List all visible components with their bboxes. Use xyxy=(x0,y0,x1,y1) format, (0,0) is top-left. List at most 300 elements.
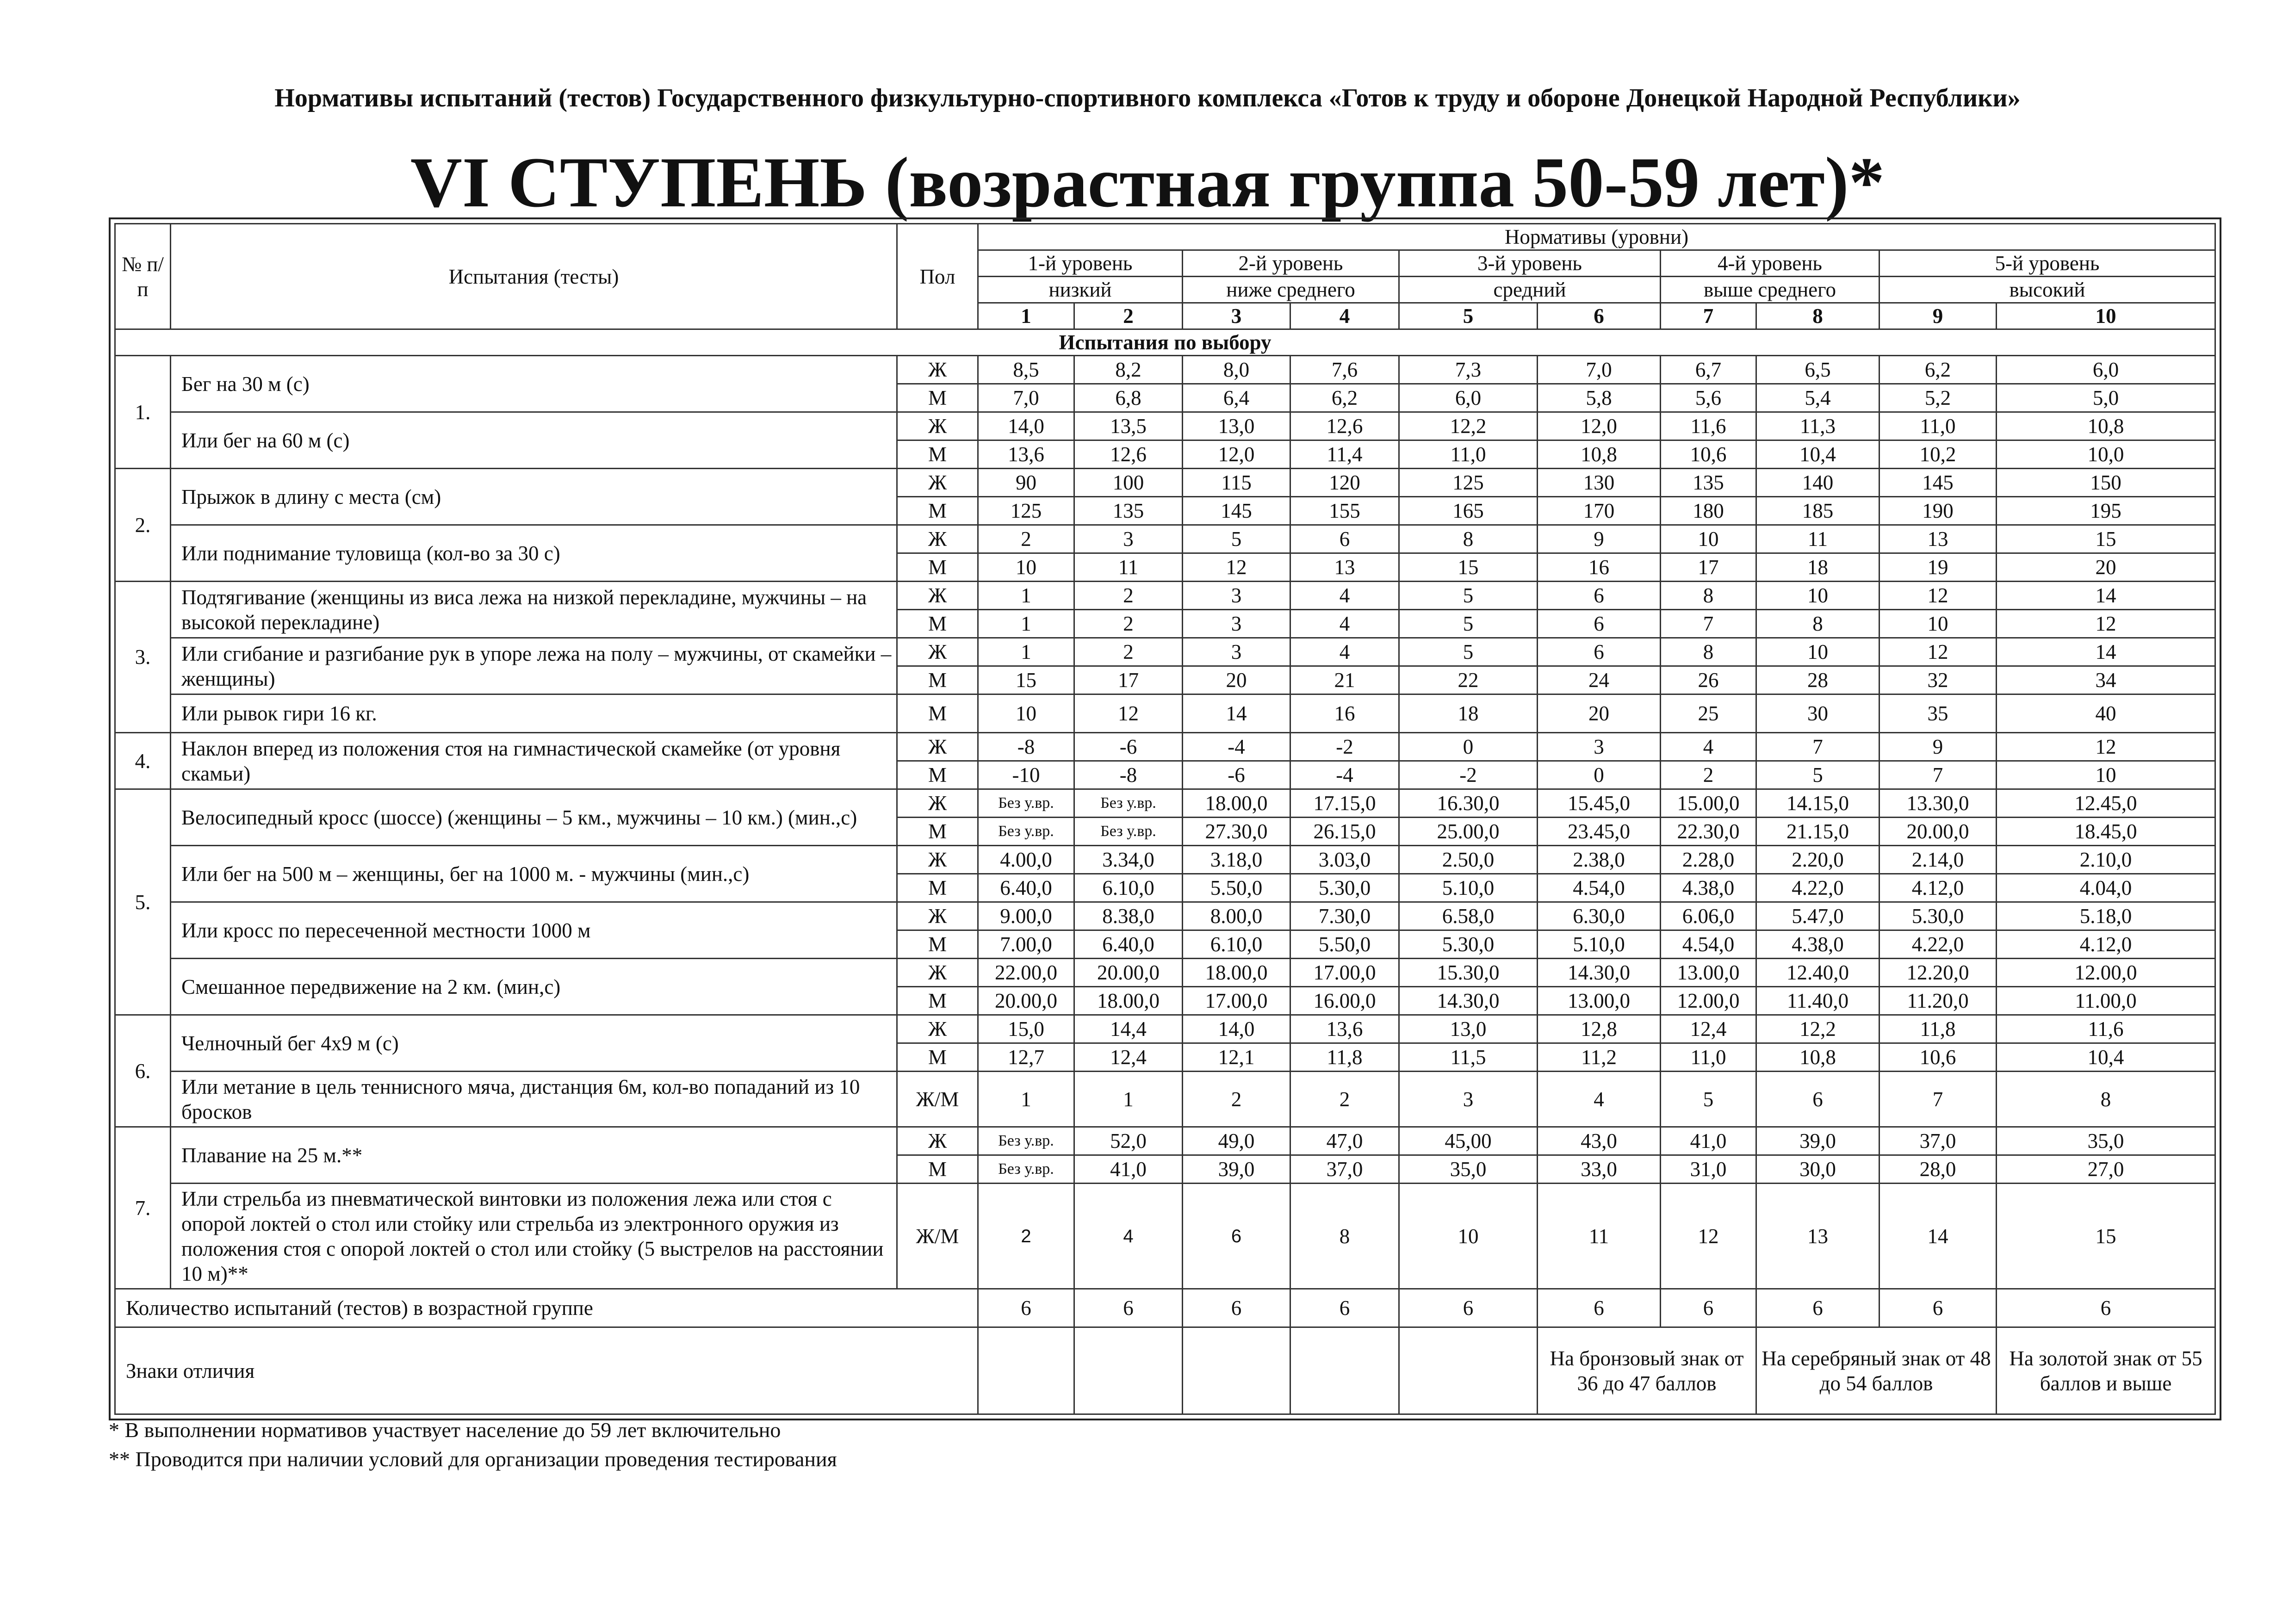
tests-count-row xyxy=(115,1289,2215,1327)
value-cell: 12 xyxy=(1879,582,1997,610)
empty-badge-cell xyxy=(1183,1327,1290,1414)
value-cell: 2 xyxy=(1183,1072,1290,1127)
value-cell: 6,0 xyxy=(1997,356,2215,384)
value-cell: 2.10,0 xyxy=(1997,846,2215,874)
level-description: выше среднего xyxy=(1661,277,1879,303)
value-cell: 52,0 xyxy=(1074,1127,1183,1155)
value-cell: 22.30,0 xyxy=(1661,818,1756,846)
value-cell: 2 xyxy=(978,525,1074,553)
value-cell: 3.34,0 xyxy=(1074,846,1183,874)
value-cell: 6.30,0 xyxy=(1538,902,1661,930)
value-cell: 37,0 xyxy=(1879,1127,1997,1155)
tests-count-value: 6 xyxy=(1183,1289,1290,1327)
tests-count-value: 6 xyxy=(1997,1289,2215,1327)
sex-cell: Ж xyxy=(897,959,978,987)
value-cell: 30 xyxy=(1756,694,1879,733)
sex-cell: М xyxy=(897,987,978,1015)
sex-cell: Ж xyxy=(897,1127,978,1155)
badges-label: Знаки отличия xyxy=(115,1327,978,1414)
value-cell: 2 xyxy=(1661,761,1756,789)
value-cell: 6,5 xyxy=(1756,356,1879,384)
value-cell: 0 xyxy=(1399,733,1538,761)
value-cell: 180 xyxy=(1661,497,1756,525)
value-cell: 10 xyxy=(978,553,1074,582)
table-row xyxy=(115,959,2215,987)
value-cell: 10 xyxy=(1997,761,2215,789)
value-cell: 5,6 xyxy=(1661,384,1756,412)
value-cell: 10,0 xyxy=(1997,440,2215,469)
value-cell: 16.00,0 xyxy=(1290,987,1399,1015)
value-cell: 12,0 xyxy=(1183,440,1290,469)
value-cell: 16.30,0 xyxy=(1399,789,1538,818)
value-cell: 25.00,0 xyxy=(1399,818,1538,846)
value-cell: 18 xyxy=(1756,553,1879,582)
value-cell: 12,2 xyxy=(1756,1015,1879,1043)
value-cell: 8 xyxy=(1290,1184,1399,1289)
level-name: 3-й уровень xyxy=(1399,250,1661,277)
value-cell: 125 xyxy=(978,497,1074,525)
value-cell: 115 xyxy=(1183,469,1290,497)
level-description: низкий xyxy=(978,277,1183,303)
value-cell: 45,00 xyxy=(1399,1127,1538,1155)
tests-count-value: 6 xyxy=(1399,1289,1538,1327)
value-cell: 8 xyxy=(1661,638,1756,666)
value-cell: 10,4 xyxy=(1997,1043,2215,1072)
value-cell: 10 xyxy=(1879,610,1997,638)
value-cell: 11.00,0 xyxy=(1997,987,2215,1015)
value-cell: 12,6 xyxy=(1290,412,1399,440)
sex-cell: М xyxy=(897,384,978,412)
value-cell: 4 xyxy=(1074,1184,1183,1289)
value-cell: Без у.вр. xyxy=(978,818,1074,846)
table-row xyxy=(115,789,2215,818)
sex-cell: М xyxy=(897,694,978,733)
value-cell: 14,0 xyxy=(1183,1015,1290,1043)
group-number: 3. xyxy=(115,582,171,733)
value-cell: 10,6 xyxy=(1661,440,1756,469)
value-cell: 13,6 xyxy=(978,440,1074,469)
column-number: 7 xyxy=(1661,303,1756,329)
value-cell: 125 xyxy=(1399,469,1538,497)
value-cell: 6.40,0 xyxy=(978,874,1074,902)
value-cell: 6 xyxy=(1756,1072,1879,1127)
value-cell: 4.22,0 xyxy=(1879,930,1997,959)
value-cell: 11 xyxy=(1074,553,1183,582)
value-cell: 5 xyxy=(1661,1072,1756,1127)
value-cell: 5,8 xyxy=(1538,384,1661,412)
value-cell: 41,0 xyxy=(1661,1127,1756,1155)
value-cell: 28 xyxy=(1756,666,1879,694)
value-cell: 190 xyxy=(1879,497,1997,525)
value-cell: -4 xyxy=(1183,733,1290,761)
value-cell: 3 xyxy=(1538,733,1661,761)
value-cell: 1 xyxy=(978,582,1074,610)
value-cell: 6.10,0 xyxy=(1074,874,1183,902)
value-cell: 39,0 xyxy=(1756,1127,1879,1155)
value-cell: 4 xyxy=(1538,1072,1661,1127)
sex-cell: М xyxy=(897,930,978,959)
value-cell: 13.30,0 xyxy=(1879,789,1997,818)
group-number: 1. xyxy=(115,356,171,469)
value-cell: 2.38,0 xyxy=(1538,846,1661,874)
value-cell: 11,4 xyxy=(1290,440,1399,469)
value-cell: 10 xyxy=(978,694,1074,733)
value-cell: 4.54,0 xyxy=(1538,874,1661,902)
value-cell: 3 xyxy=(1183,610,1290,638)
value-cell: 12,4 xyxy=(1074,1043,1183,1072)
value-cell: 15,0 xyxy=(978,1015,1074,1043)
value-cell: 14,0 xyxy=(978,412,1074,440)
value-cell: 31,0 xyxy=(1661,1155,1756,1184)
value-cell: -2 xyxy=(1290,733,1399,761)
value-cell: Без у.вр. xyxy=(978,1155,1074,1184)
value-cell: 10 xyxy=(1399,1184,1538,1289)
value-cell: 195 xyxy=(1997,497,2215,525)
value-cell: 9.00,0 xyxy=(978,902,1074,930)
value-cell: 41,0 xyxy=(1074,1155,1183,1184)
value-cell: 12,1 xyxy=(1183,1043,1290,1072)
value-cell: 16 xyxy=(1538,553,1661,582)
value-cell: 12,7 xyxy=(978,1043,1074,1072)
value-cell: 5.10,0 xyxy=(1538,930,1661,959)
value-cell: 155 xyxy=(1290,497,1399,525)
value-cell: 6.06,0 xyxy=(1661,902,1756,930)
value-cell: 3.03,0 xyxy=(1290,846,1399,874)
value-cell: 6 xyxy=(1183,1184,1290,1289)
value-cell: 4 xyxy=(1290,610,1399,638)
value-cell: 5.30,0 xyxy=(1879,902,1997,930)
value-cell: 22 xyxy=(1399,666,1538,694)
value-cell: 21.15,0 xyxy=(1756,818,1879,846)
sex-cell: М xyxy=(897,1043,978,1072)
value-cell: 12,8 xyxy=(1538,1015,1661,1043)
value-cell: 11,6 xyxy=(1997,1015,2215,1043)
value-cell: 11,0 xyxy=(1399,440,1538,469)
tests-count-label: Количество испытаний (тестов) в возрастной группе xyxy=(115,1289,978,1327)
sex-cell: Ж/М xyxy=(897,1072,978,1127)
value-cell: 7,3 xyxy=(1399,356,1538,384)
value-cell: 18.00,0 xyxy=(1183,959,1290,987)
value-cell: 4.12,0 xyxy=(1879,874,1997,902)
value-cell: 39,0 xyxy=(1183,1155,1290,1184)
value-cell: 22.00,0 xyxy=(978,959,1074,987)
value-cell: 12 xyxy=(1183,553,1290,582)
test-name: Бег на 30 м (с) xyxy=(171,356,897,412)
value-cell: 17.15,0 xyxy=(1290,789,1399,818)
value-cell: 26 xyxy=(1661,666,1756,694)
value-cell: 43,0 xyxy=(1538,1127,1661,1155)
tests-count-value: 6 xyxy=(1290,1289,1399,1327)
value-cell: 12.45,0 xyxy=(1997,789,2215,818)
value-cell: 13 xyxy=(1756,1184,1879,1289)
value-cell: 27,0 xyxy=(1997,1155,2215,1184)
value-cell: 11,3 xyxy=(1756,412,1879,440)
value-cell: 17.00,0 xyxy=(1290,959,1399,987)
group-number: 4. xyxy=(115,733,171,789)
value-cell: 8.38,0 xyxy=(1074,902,1183,930)
value-cell: 6 xyxy=(1538,582,1661,610)
table-row xyxy=(115,1184,2215,1289)
level-name: 5-й уровень xyxy=(1879,250,2215,277)
value-cell: 14,4 xyxy=(1074,1015,1183,1043)
value-cell: 15.45,0 xyxy=(1538,789,1661,818)
value-cell: 10,8 xyxy=(1756,1043,1879,1072)
footnotes xyxy=(109,1416,837,1474)
table-row xyxy=(115,1127,2215,1155)
value-cell: 10 xyxy=(1756,582,1879,610)
value-cell: 14.15,0 xyxy=(1756,789,1879,818)
value-cell: 16 xyxy=(1290,694,1399,733)
sex-cell: Ж xyxy=(897,412,978,440)
value-cell: 5 xyxy=(1756,761,1879,789)
value-cell: 0 xyxy=(1538,761,1661,789)
test-name: Или стрельба из пневматической винтовки из положения лежа или стоя с опорой локтей о стол или стойку или стрельба из электронного оружия из положения стоя с опорой локтей о стол или стойку (5 выстрелов на расстоянии 10 м)** xyxy=(171,1184,897,1289)
value-cell: 4.38,0 xyxy=(1756,930,1879,959)
value-cell: 12.00,0 xyxy=(1997,959,2215,987)
value-cell: 4.22,0 xyxy=(1756,874,1879,902)
value-cell: 30,0 xyxy=(1756,1155,1879,1184)
value-cell: 150 xyxy=(1997,469,2215,497)
column-number: 5 xyxy=(1399,303,1538,329)
group-number: 6. xyxy=(115,1015,171,1127)
value-cell: 7 xyxy=(1756,733,1879,761)
value-cell: 6,4 xyxy=(1183,384,1290,412)
value-cell: 13.00,0 xyxy=(1661,959,1756,987)
value-cell: 6 xyxy=(1538,610,1661,638)
value-cell: 8 xyxy=(1756,610,1879,638)
table-row xyxy=(115,1072,2215,1127)
norms-table xyxy=(114,223,2216,1415)
table-row xyxy=(115,846,2215,874)
value-cell: 10 xyxy=(1756,638,1879,666)
value-cell: 7 xyxy=(1879,1072,1997,1127)
level-description: средний xyxy=(1399,277,1661,303)
value-cell: 2.14,0 xyxy=(1879,846,1997,874)
table-row xyxy=(115,525,2215,553)
test-name: Смешанное передвижение на 2 км. (мин,с) xyxy=(171,959,897,1015)
value-cell: 4 xyxy=(1290,638,1399,666)
value-cell: -6 xyxy=(1074,733,1183,761)
test-name: Или кросс по пересеченной местности 1000 м xyxy=(171,902,897,959)
section-heading: Испытания по выбору xyxy=(115,329,2215,356)
value-cell: Без у.вр. xyxy=(1074,818,1183,846)
value-cell: 15 xyxy=(1399,553,1538,582)
value-cell: 185 xyxy=(1756,497,1879,525)
value-cell: -6 xyxy=(1183,761,1290,789)
value-cell: -8 xyxy=(1074,761,1183,789)
test-name: Или рывок гири 16 кг. xyxy=(171,694,897,733)
column-number: 1 xyxy=(978,303,1074,329)
value-cell: 145 xyxy=(1183,497,1290,525)
value-cell: 6.40,0 xyxy=(1074,930,1183,959)
value-cell: 17 xyxy=(1074,666,1183,694)
column-number: 9 xyxy=(1879,303,1997,329)
sex-cell: М xyxy=(897,666,978,694)
value-cell: 13,6 xyxy=(1290,1015,1399,1043)
value-cell: 6,2 xyxy=(1290,384,1399,412)
value-cell: 8,0 xyxy=(1183,356,1290,384)
value-cell: 11,2 xyxy=(1538,1043,1661,1072)
column-number: 4 xyxy=(1290,303,1399,329)
value-cell: 7,0 xyxy=(1538,356,1661,384)
value-cell: 19 xyxy=(1879,553,1997,582)
value-cell: 13,0 xyxy=(1399,1015,1538,1043)
value-cell: 3.18,0 xyxy=(1183,846,1290,874)
badge-silver: На серебряный знак от 48 до 54 баллов xyxy=(1756,1327,1997,1414)
value-cell: 3 xyxy=(1074,525,1183,553)
column-number: 6 xyxy=(1538,303,1661,329)
value-cell: 12,2 xyxy=(1399,412,1538,440)
value-cell: 8,5 xyxy=(978,356,1074,384)
value-cell: 11,8 xyxy=(1879,1015,1997,1043)
value-cell: 165 xyxy=(1399,497,1538,525)
value-cell: 15 xyxy=(1997,525,2215,553)
value-cell: 11.40,0 xyxy=(1756,987,1879,1015)
value-cell: 15 xyxy=(978,666,1074,694)
test-name: Наклон вперед из положения стоя на гимнастической скамейке (от уровня скамьи) xyxy=(171,733,897,789)
value-cell: 23.45,0 xyxy=(1538,818,1661,846)
value-cell: 10,2 xyxy=(1879,440,1997,469)
footnote: ** Проводится при наличии условий для организации проведения тестирования xyxy=(109,1447,837,1471)
test-name: Прыжок в длину с места (см) xyxy=(171,469,897,525)
value-cell: 2.28,0 xyxy=(1661,846,1756,874)
value-cell: 15.00,0 xyxy=(1661,789,1756,818)
column-number: 3 xyxy=(1183,303,1290,329)
value-cell: 20 xyxy=(1997,553,2215,582)
value-cell: 26.15,0 xyxy=(1290,818,1399,846)
badge-gold: На золотой знак от 55 баллов и выше xyxy=(1997,1327,2215,1414)
sex-cell: М xyxy=(897,874,978,902)
sex-cell: М xyxy=(897,610,978,638)
value-cell: 49,0 xyxy=(1183,1127,1290,1155)
value-cell: Без у.вр. xyxy=(978,789,1074,818)
empty-badge-cell xyxy=(1399,1327,1538,1414)
value-cell: 5.47,0 xyxy=(1756,902,1879,930)
value-cell: 4 xyxy=(1290,582,1399,610)
value-cell: 6,7 xyxy=(1661,356,1756,384)
table-row xyxy=(115,694,2215,733)
value-cell: 4.12,0 xyxy=(1997,930,2215,959)
value-cell: 6.10,0 xyxy=(1183,930,1290,959)
value-cell: 10,4 xyxy=(1756,440,1879,469)
value-cell: 28,0 xyxy=(1879,1155,1997,1184)
value-cell: 5 xyxy=(1399,582,1538,610)
column-number: 10 xyxy=(1997,303,2215,329)
value-cell: 13 xyxy=(1879,525,1997,553)
value-cell: 12 xyxy=(1074,694,1183,733)
header-sex: Пол xyxy=(897,224,978,329)
value-cell: 100 xyxy=(1074,469,1183,497)
value-cell: 14 xyxy=(1183,694,1290,733)
value-cell: 3 xyxy=(1183,638,1290,666)
value-cell: 7 xyxy=(1661,610,1756,638)
page-title: VI СТУПЕНЬ (возрастная группа 50-59 лет)* xyxy=(410,143,1885,222)
table-row xyxy=(115,1015,2215,1043)
sex-cell: Ж xyxy=(897,469,978,497)
value-cell: 2 xyxy=(1074,610,1183,638)
value-cell: 14.30,0 xyxy=(1538,959,1661,987)
sex-cell: Ж xyxy=(897,846,978,874)
value-cell: 2.20,0 xyxy=(1756,846,1879,874)
sex-cell: Ж xyxy=(897,582,978,610)
value-cell: 11,0 xyxy=(1661,1043,1756,1072)
value-cell: 14 xyxy=(1997,582,2215,610)
value-cell: 12 xyxy=(1997,610,2215,638)
value-cell: 4 xyxy=(1661,733,1756,761)
test-name: Или сгибание и разгибание рук в упоре лежа на полу – мужчины, от скамейки – женщины) xyxy=(171,638,897,694)
value-cell: 20.00,0 xyxy=(978,987,1074,1015)
group-number: 7. xyxy=(115,1127,171,1289)
value-cell: 5.50,0 xyxy=(1290,930,1399,959)
value-cell: 14 xyxy=(1997,638,2215,666)
value-cell: 8 xyxy=(1997,1072,2215,1127)
value-cell: 27.30,0 xyxy=(1183,818,1290,846)
value-cell: 13,0 xyxy=(1183,412,1290,440)
test-name: Или бег на 60 м (с) xyxy=(171,412,897,469)
value-cell: 1 xyxy=(1074,1072,1183,1127)
value-cell: 6,2 xyxy=(1879,356,1997,384)
tests-count-value: 6 xyxy=(1879,1289,1997,1327)
sex-cell: М xyxy=(897,553,978,582)
tests-count-value: 6 xyxy=(1538,1289,1661,1327)
header-test: Испытания (тесты) xyxy=(171,224,897,329)
value-cell: 13,5 xyxy=(1074,412,1183,440)
value-cell: 20.00,0 xyxy=(1074,959,1183,987)
value-cell: 24 xyxy=(1538,666,1661,694)
value-cell: 3 xyxy=(1399,1072,1538,1127)
column-number: 2 xyxy=(1074,303,1183,329)
value-cell: 14.30,0 xyxy=(1399,987,1538,1015)
value-cell: Без у.вр. xyxy=(978,1127,1074,1155)
value-cell: -2 xyxy=(1399,761,1538,789)
value-cell: 17.00,0 xyxy=(1183,987,1290,1015)
value-cell: 10,6 xyxy=(1879,1043,1997,1072)
sex-cell: Ж xyxy=(897,525,978,553)
empty-badge-cell xyxy=(978,1327,1074,1414)
sex-cell: М xyxy=(897,761,978,789)
value-cell: 8 xyxy=(1661,582,1756,610)
value-cell: 5 xyxy=(1399,638,1538,666)
value-cell: 11,8 xyxy=(1290,1043,1399,1072)
value-cell: 8,2 xyxy=(1074,356,1183,384)
value-cell: 40 xyxy=(1997,694,2215,733)
value-cell: 32 xyxy=(1879,666,1997,694)
value-cell: 20.00,0 xyxy=(1879,818,1997,846)
sex-cell: М xyxy=(897,440,978,469)
group-number: 2. xyxy=(115,469,171,582)
table-row xyxy=(115,733,2215,761)
value-cell: 15.30,0 xyxy=(1399,959,1538,987)
value-cell: -4 xyxy=(1290,761,1399,789)
value-cell: 5.50,0 xyxy=(1183,874,1290,902)
value-cell: 5,0 xyxy=(1997,384,2215,412)
test-name: Велосипедный кросс (шоссе) (женщины – 5 км., мужчины – 10 км.) (мин.,с) xyxy=(171,789,897,846)
value-cell: 2 xyxy=(1074,638,1183,666)
column-number: 8 xyxy=(1756,303,1879,329)
value-cell: 135 xyxy=(1661,469,1756,497)
value-cell: 12 xyxy=(1661,1184,1756,1289)
value-cell: 2 xyxy=(978,1184,1074,1289)
value-cell: 11,6 xyxy=(1661,412,1756,440)
value-cell: 90 xyxy=(978,469,1074,497)
test-name: Или метание в цель теннисного мяча, дистанция 6м, кол-во попаданий из 10 бросков xyxy=(171,1072,897,1127)
document-header: Нормативы испытаний (тестов) Государственного физкультурно-спортивного комплекса «Готов к труду и обороне Донецкой Народной Республики» xyxy=(274,84,2021,112)
empty-badge-cell xyxy=(1074,1327,1183,1414)
norms-table-body xyxy=(115,224,2215,1414)
test-name: Или поднимание туловища (кол-во за 30 с) xyxy=(171,525,897,582)
value-cell: 140 xyxy=(1756,469,1879,497)
value-cell: 11.20,0 xyxy=(1879,987,1997,1015)
